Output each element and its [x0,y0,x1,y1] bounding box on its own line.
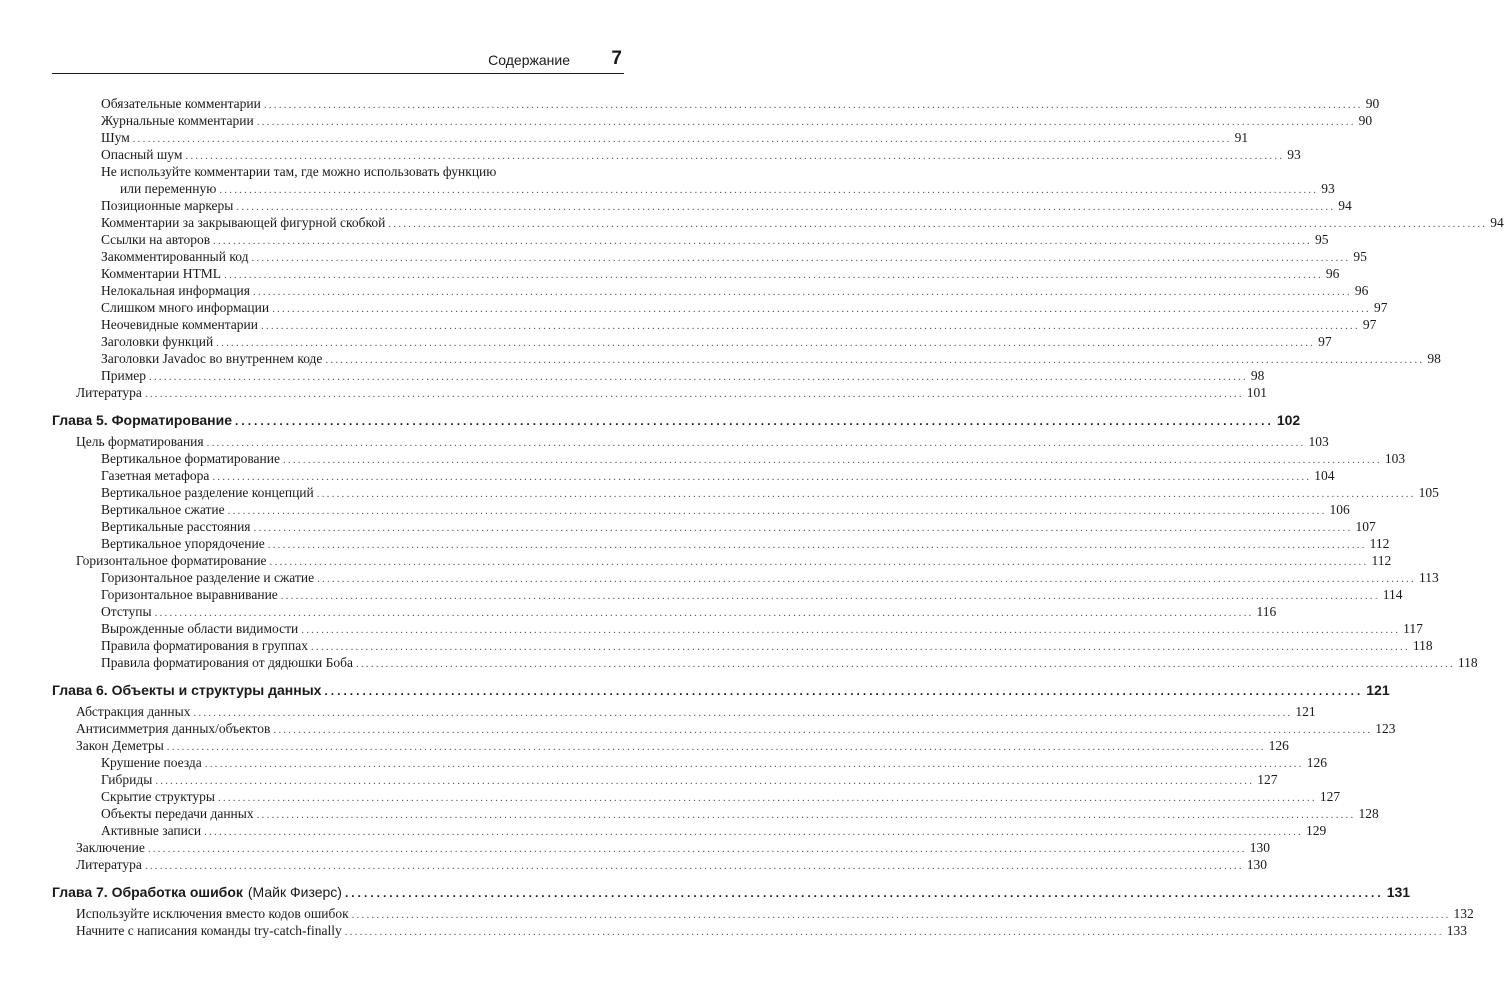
toc-entry-label: Позиционные маркеры [101,198,234,213]
toc-entry[interactable] [101,755,1327,772]
toc-entry-label: Комментарии HTML [101,266,222,281]
leader-dots: .............................................................................................................................................................................................................................. [272,303,1372,315]
toc-entry-label: Заключение [76,840,145,855]
toc-entry-page: 96 [1354,283,1369,298]
toc-entry-page: 97 [1374,300,1388,315]
toc-entry-page: 112 [1369,536,1390,551]
leader-dots: .............................................................................................................................................................................................................................. [217,792,1317,804]
toc-entry[interactable] [101,113,1373,130]
toc-entry-label: Журнальные комментарии [101,113,254,128]
toc-entry[interactable] [101,604,1277,621]
toc-entry[interactable] [76,721,1396,738]
leader-dots: .............................................................................................................................................................................................................................. [147,843,1247,855]
toc-entry-page: 113 [1418,570,1439,585]
toc-entry[interactable] [101,451,1406,468]
leader-dots: .............................................................................................................................................................................................................................. [236,201,1336,213]
leader-dots: .............................................................................................................................................................................................................................. [301,624,1401,636]
leader-dots: .............................................................................................................................................................................................................................. [260,320,1360,332]
toc-entry-page: 127 [1319,789,1341,804]
toc-entry[interactable] [101,519,1376,536]
toc-entry-label: Начните с написания команды try-catch-finally [76,923,342,938]
toc-entry-label: Закомментированный код [101,249,249,264]
leader-dots: .............................................................................................................................................................................................................................. [219,184,1319,196]
toc-entry-label: или переменную [120,181,217,196]
leader-dots: .............................................................................................................................................................................................................................. [267,539,1367,551]
chapter-page: 121 [1366,682,1390,698]
leader-dots: .............................................................................................................................................................................................................................. [155,775,1255,787]
leader-dots: .............................................................................................................................................................................................................................. [317,573,1416,585]
toc-entry[interactable] [101,232,1329,249]
toc-entry-label: Закон Деметры [76,738,164,753]
leader-dots: .............................................................................................................................................................................................................................. [256,116,1356,128]
leader-dots: .............................................................................................................................................................................................................................. [206,437,1306,449]
toc-entry[interactable] [76,840,1271,857]
toc-entry-page: 127 [1257,772,1278,787]
toc-entry-page: 112 [1371,553,1392,568]
toc-entry-page: 98 [1250,368,1265,383]
toc-entry-label: Заголовки Javadoc во внутреннем коде [101,351,323,366]
toc-entry[interactable] [101,96,1380,113]
toc-entry-label: Пример [101,368,147,383]
toc-entry-page: 133 [1446,923,1467,938]
leader-dots: .............................................................................................................................................................................................................................. [212,471,1312,483]
toc-entry[interactable] [101,789,1341,806]
toc-entry-label: Вырожденные области видимости [101,621,299,636]
toc-chapter-5[interactable] [52,411,1301,430]
toc-chapter-6[interactable] [52,681,1390,700]
leader-dots: .............................................................................................................................................................................................................................. [316,488,1416,500]
leader-dots: .............................................................................................................................................................................................................................. [149,371,1248,383]
toc-entry-label: Антисимметрия данных/объектов [76,721,271,736]
toc-entry-page: 105 [1418,485,1439,500]
leader-dots: .............................................................................................................................................................................................................................. [252,286,1352,298]
toc-entry-label: Отступы [101,604,152,619]
leader-dots: .............................................................................................................................................................................................................................. [310,641,1410,653]
toc-entry[interactable] [101,655,1478,672]
toc-entry-label: Скрытие структуры [101,789,215,804]
toc-entry[interactable] [101,621,1423,638]
toc-entry-page: 98 [1427,351,1441,366]
toc-entry-page: 90 [1358,113,1373,128]
toc-entry-label-line1[interactable]: Не используйте комментарии там, где можно использовать функцию [101,164,497,179]
toc-entry-page: 94 [1490,215,1504,230]
toc-entry[interactable] [101,215,1504,232]
toc-entry-label: Литература [76,857,142,872]
leader-dots: .............................................................................................................................................................................................................................. [166,741,1266,753]
toc-entry-label: Вертикальное упорядочение [101,536,265,551]
toc-entry-page: 90 [1365,96,1380,111]
toc-entry[interactable] [101,468,1335,485]
leader-dots: .............................................................................................................................................................................................................................. [351,909,1451,921]
toc-entry-label: Правила форматирования в группах [101,638,308,653]
toc-entry-page: 104 [1314,468,1335,483]
toc-entry-page: 128 [1358,806,1379,821]
toc-entry[interactable] [101,300,1388,317]
toc-entry-label: Абстракция данных [76,704,191,719]
leader-dots: .............................................................................................................................................................................................................................. [344,926,1444,938]
toc-entry-label: Шум [101,130,130,145]
toc-entry-label: Горизонтальное разделение и сжатие [101,570,315,585]
toc-entry[interactable] [76,923,1467,940]
toc-entry-label: Используйте исключения вместо кодов ошибок [76,906,349,921]
toc-entry-page: 103 [1384,451,1406,466]
toc-entry-page: 126 [1306,755,1327,770]
toc-entry-page: 117 [1403,621,1423,636]
toc-entry[interactable] [76,906,1474,923]
toc-entry-label: Вертикальное сжатие [101,502,225,517]
toc-entry-page: 116 [1256,604,1277,619]
toc-entry-label: Гибриды [101,772,153,787]
toc-entry-page: 129 [1306,823,1327,838]
toc-entry-label: Опасный шум [101,147,183,162]
toc-entry[interactable] [76,385,1268,402]
toc-entry-label: Объекты передачи данных [101,806,254,821]
toc-entry[interactable] [101,772,1278,789]
leader-dots: .............................................................................................................................................................................................................................. [269,556,1369,568]
toc-entry-label: Обязательные комментарии [101,96,261,111]
toc-entry-page: 130 [1249,840,1271,855]
toc-entry-page: 106 [1329,502,1350,517]
leader-dots: .............................................................................................................................................................................................................................. [204,826,1304,838]
toc-entry[interactable] [101,587,1403,604]
toc-entry-label: Заголовки функций [101,334,214,349]
toc-entry-label: Нелокальная информация [101,283,250,298]
leader-dots: .............................................................................................................................................................................................................................. [253,522,1353,534]
toc-entry-page: 97 [1318,334,1332,349]
toc-entry-page: 95 [1315,232,1329,247]
toc-entry-label: Правила форматирования от дядюшки Боба [101,655,353,670]
toc-entry[interactable] [101,570,1439,587]
chapter-author: (Майк Физерс) [247,884,342,900]
toc-entry-label: Литература [76,385,142,400]
toc-entry-page: 95 [1353,249,1367,264]
leader-dots: .............................................................................................................................................................................................................................. [355,658,1455,670]
leader-dots: .............................................................................................................................................................................................................................. [154,607,1254,619]
toc-entry-label: Слишком много информации [101,300,270,315]
toc-entry-label: Вертикальные расстояния [101,519,251,534]
toc-entry[interactable] [101,502,1350,519]
toc-entry-label: Цель форматирования [76,434,204,449]
toc-entry-page: 123 [1375,721,1396,736]
toc-entry[interactable] [101,130,1249,147]
leader-dots: .............................................................................................................................................................................................................................. [256,809,1356,821]
toc-entry-page: 94 [1338,198,1352,213]
toc-entry[interactable] [101,823,1327,840]
leader-dots: .............................................................................................................................................................................................................................. [251,252,1351,264]
toc-entry-page: 96 [1325,266,1340,281]
toc-entry[interactable] [76,553,1392,570]
toc-entry-label: Крушение поезда [101,755,202,770]
toc-entry-label: Газетная метафора [101,468,210,483]
leader-dots: .............................................................................................................................................................................................................................. [263,99,1363,111]
toc-entry-page: 121 [1295,704,1316,719]
toc-entry-page: 118 [1412,638,1433,653]
toc-entry-page: 130 [1246,857,1268,872]
toc-entry[interactable] [101,485,1439,502]
toc-chapter-7[interactable] [52,883,1411,902]
toc-entry[interactable] [76,434,1329,451]
toc-entry-page: 114 [1382,587,1403,602]
toc-entry[interactable] [76,857,1268,874]
chapter-page: 102 [1276,412,1301,428]
toc-entry-page: 126 [1268,738,1289,753]
toc-entry[interactable] [101,638,1433,655]
leader-dots: .................................................................................................................................................................... [324,684,1364,698]
toc-entry[interactable] [101,147,1301,164]
chapter-title: Глава 7. Обработка ошибок [52,884,243,900]
chapter-page: 131 [1386,884,1411,900]
toc-entry-page: 132 [1453,906,1474,921]
toc-entry[interactable] [101,334,1332,351]
toc-entry[interactable] [101,368,1265,385]
leader-dots: .............................................................................................................................................................................................................................. [325,354,1425,366]
toc-entry[interactable] [76,704,1316,721]
toc-entry[interactable] [101,198,1352,215]
toc-entry[interactable] [101,249,1367,266]
toc-entry-label: Горизонтальное выравнивание [101,587,278,602]
leader-dots: .................................................................................................................................................................... [344,886,1384,900]
chapter-title: Глава 5. Форматирование [52,412,233,428]
leader-dots: .............................................................................................................................................................................................................................. [213,235,1313,247]
leader-dots: .............................................................................................................................................................................................................................. [280,590,1380,602]
leader-dots: .............................................................................................................................................................................................................................. [227,505,1327,517]
toc-entry[interactable] [101,283,1369,300]
leader-dots: .............................................................................................................................................................................................................................. [273,724,1373,736]
toc-entry-label: Активные записи [101,823,202,838]
toc-entry-page: 103 [1308,434,1329,449]
page-number: 7 [611,48,622,69]
toc-entry[interactable] [120,181,1335,198]
toc-entry-label: Вертикальное форматирование [101,451,280,466]
leader-dots: .............................................................................................................................................................................................................................. [216,337,1316,349]
toc-entry-label: Комментарии за закрывающей фигурной скобкой [101,215,386,230]
leader-dots: .............................................................................................................................................................................................................................. [144,860,1244,872]
toc-entry-label: Неочевидные комментарии [101,317,258,332]
toc-entry-page: 107 [1355,519,1376,534]
running-header-title: Содержание [488,52,570,68]
leader-dots: .............................................................................................................................................................................................................................. [193,707,1293,719]
toc-entry-page: 101 [1246,385,1268,400]
toc-entry-label: Ссылки на авторов [101,232,211,247]
leader-dots: .............................................................................................................................................................................................................................. [185,150,1285,162]
toc-entry-label: Вертикальное разделение концепций [101,485,314,500]
leader-dots: .................................................................................................................................................................... [235,414,1274,428]
toc-entry-page: 93 [1287,147,1301,162]
toc-entry[interactable] [101,806,1379,823]
leader-dots: .............................................................................................................................................................................................................................. [388,218,1488,230]
toc-entry[interactable] [76,738,1289,755]
chapter-title: Глава 6. Объекты и структуры данных [52,682,322,698]
leader-dots: .............................................................................................................................................................................................................................. [224,269,1323,281]
toc-entry-label: Горизонтальное форматирование [76,553,267,568]
toc-entry-page: 93 [1321,181,1335,196]
toc-entry[interactable] [101,317,1377,334]
toc-entry-page: 97 [1362,317,1377,332]
toc-entry-page: 91 [1234,130,1249,145]
leader-dots: .............................................................................................................................................................................................................................. [132,133,1232,145]
toc-entry-page: 118 [1457,655,1478,670]
toc-entry[interactable] [101,351,1441,368]
leader-dots: .............................................................................................................................................................................................................................. [144,388,1244,400]
toc-entry[interactable] [101,266,1340,283]
toc-entry[interactable] [101,536,1390,553]
leader-dots: .............................................................................................................................................................................................................................. [204,758,1304,770]
leader-dots: .............................................................................................................................................................................................................................. [282,454,1382,466]
